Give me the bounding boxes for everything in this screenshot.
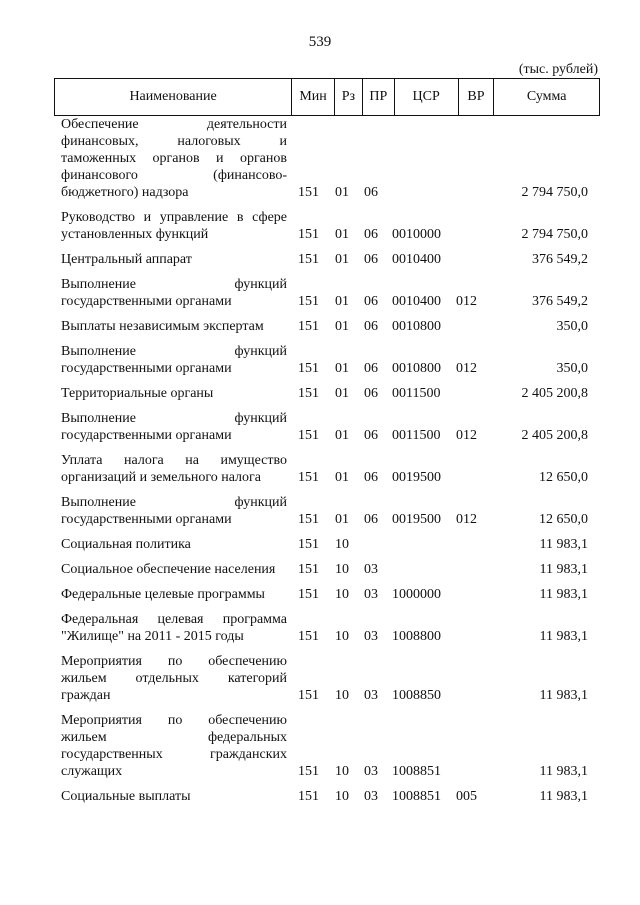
cell-pr: 03 (364, 764, 378, 779)
table-row (54, 586, 600, 603)
cell-sum: 11 983,1 (539, 789, 588, 804)
cell-csr: 0010800 (392, 361, 441, 376)
table-row (54, 536, 600, 553)
units-label: (тыс. рублей) (518, 62, 598, 77)
cell-pr: 03 (364, 587, 378, 602)
header-rz: Рз (334, 79, 362, 115)
cell-pr: 06 (364, 361, 378, 376)
cell-csr: 1008850 (392, 688, 441, 703)
cell-csr: 1008800 (392, 629, 441, 644)
cell-name: Мероприятия по обеспечению жильем федеральных государственных гражданских служащих (61, 713, 287, 779)
cell-min: 151 (298, 512, 319, 527)
cell-min: 151 (298, 361, 319, 376)
cell-min: 151 (298, 227, 319, 242)
cell-min: 151 (298, 688, 319, 703)
cell-sum: 12 650,0 (539, 470, 588, 485)
table-row (54, 788, 600, 805)
cell-csr: 1008851 (392, 789, 441, 804)
cell-rz: 10 (335, 587, 349, 602)
cell-vr: 012 (456, 428, 477, 443)
cell-sum: 12 650,0 (539, 512, 588, 527)
cell-rz: 01 (335, 227, 349, 242)
cell-rz: 10 (335, 688, 349, 703)
table-row (54, 452, 600, 486)
cell-rz: 01 (335, 428, 349, 443)
cell-sum: 11 983,1 (539, 537, 588, 552)
cell-rz: 10 (335, 537, 349, 552)
cell-rz: 10 (335, 629, 349, 644)
cell-vr: 012 (456, 512, 477, 527)
cell-sum: 2 405 200,8 (521, 386, 588, 401)
header-min: Мин (291, 79, 334, 115)
cell-rz: 01 (335, 386, 349, 401)
table-row (54, 209, 600, 243)
cell-pr: 06 (364, 227, 378, 242)
cell-sum: 350,0 (556, 319, 588, 334)
table-row (54, 712, 600, 780)
table-row (54, 343, 600, 377)
page-number: 539 (308, 34, 332, 50)
cell-min: 151 (298, 587, 319, 602)
cell-rz: 10 (335, 562, 349, 577)
cell-name: Социальная политика (61, 537, 191, 552)
cell-name: Выполнение функций государственными органами (61, 495, 287, 527)
cell-csr: 0011500 (392, 386, 441, 401)
table-row (54, 276, 600, 310)
cell-csr: 0010400 (392, 294, 441, 309)
cell-name: Обеспечение деятельности финансовых, налоговых и таможенных органов и органов финансового (финансово-бюджетного) надзора (61, 117, 287, 200)
cell-csr: 0019500 (392, 512, 441, 527)
cell-rz: 01 (335, 185, 349, 200)
table-row (54, 561, 600, 578)
cell-name: Социальное обеспечение населения (61, 562, 276, 577)
header-pr: ПР (362, 79, 394, 115)
cell-rz: 01 (335, 361, 349, 376)
cell-vr: 005 (456, 789, 477, 804)
cell-rz: 01 (335, 252, 349, 267)
cell-sum: 350,0 (556, 361, 588, 376)
table-row (54, 385, 600, 402)
cell-sum: 11 983,1 (539, 562, 588, 577)
cell-name: Территориальные органы (61, 386, 214, 401)
cell-name: Федеральная целевая программа "Жилище" на 2011 - 2015 годы (61, 612, 287, 644)
cell-sum: 2 405 200,8 (521, 428, 588, 443)
header-csr: ЦСР (394, 79, 458, 115)
cell-sum: 11 983,1 (539, 688, 588, 703)
cell-rz: 01 (335, 319, 349, 334)
table-row (54, 116, 600, 201)
cell-csr: 0011500 (392, 428, 441, 443)
cell-name: Мероприятия по обеспечению жильем отдельных категорий граждан (61, 654, 287, 703)
cell-vr: 012 (456, 294, 477, 309)
cell-pr: 06 (364, 428, 378, 443)
cell-csr: 1008851 (392, 764, 441, 779)
cell-rz: 01 (335, 470, 349, 485)
cell-sum: 11 983,1 (539, 587, 588, 602)
cell-name: Уплата налога на имущество организаций и земельного налога (61, 453, 287, 485)
cell-min: 151 (298, 470, 319, 485)
cell-sum: 2 794 750,0 (521, 227, 588, 242)
cell-sum: 376 549,2 (532, 294, 588, 309)
cell-pr: 03 (364, 789, 378, 804)
cell-min: 151 (298, 185, 319, 200)
cell-csr: 0010000 (392, 227, 441, 242)
cell-min: 151 (298, 764, 319, 779)
cell-rz: 10 (335, 789, 349, 804)
cell-name: Федеральные целевые программы (61, 587, 265, 602)
cell-name: Выполнение функций государственными органами (61, 277, 287, 309)
cell-pr: 06 (364, 185, 378, 200)
cell-csr: 0010800 (392, 319, 441, 334)
cell-pr: 06 (364, 319, 378, 334)
cell-rz: 01 (335, 512, 349, 527)
table-row (54, 318, 600, 335)
header-vr: ВР (458, 79, 494, 115)
cell-min: 151 (298, 629, 319, 644)
budget-table-body (54, 116, 600, 813)
cell-name: Выполнение функций государственными органами (61, 344, 287, 376)
cell-name: Выплаты независимым экспертам (61, 319, 264, 334)
cell-min: 151 (298, 294, 319, 309)
table-row (54, 494, 600, 528)
cell-name: Руководство и управление в сфере установленных функций (61, 210, 287, 242)
cell-name: Центральный аппарат (61, 252, 192, 267)
header-name: Наименование (129, 89, 217, 104)
cell-pr: 06 (364, 512, 378, 527)
table-row (54, 251, 600, 268)
cell-pr: 03 (364, 688, 378, 703)
cell-min: 151 (298, 428, 319, 443)
cell-min: 151 (298, 319, 319, 334)
table-row (54, 653, 600, 704)
table-row (54, 410, 600, 444)
table-row (54, 611, 600, 645)
cell-csr: 0010400 (392, 252, 441, 267)
cell-min: 151 (298, 789, 319, 804)
cell-sum: 376 549,2 (532, 252, 588, 267)
cell-sum: 11 983,1 (539, 764, 588, 779)
header-sum: Сумма (493, 79, 599, 115)
cell-pr: 03 (364, 629, 378, 644)
cell-csr: 1000000 (392, 587, 441, 602)
cell-min: 151 (298, 386, 319, 401)
cell-vr: 012 (456, 361, 477, 376)
cell-pr: 03 (364, 562, 378, 577)
cell-name: Выполнение функций государственными органами (61, 411, 287, 443)
cell-min: 151 (298, 537, 319, 552)
cell-min: 151 (298, 562, 319, 577)
cell-pr: 06 (364, 386, 378, 401)
cell-sum: 2 794 750,0 (521, 185, 588, 200)
cell-csr: 0019500 (392, 470, 441, 485)
cell-pr: 06 (364, 252, 378, 267)
cell-name: Социальные выплаты (61, 789, 191, 804)
cell-rz: 01 (335, 294, 349, 309)
cell-pr: 06 (364, 294, 378, 309)
cell-min: 151 (298, 252, 319, 267)
cell-sum: 11 983,1 (539, 629, 588, 644)
table-header (54, 78, 600, 116)
cell-pr: 06 (364, 470, 378, 485)
cell-rz: 10 (335, 764, 349, 779)
